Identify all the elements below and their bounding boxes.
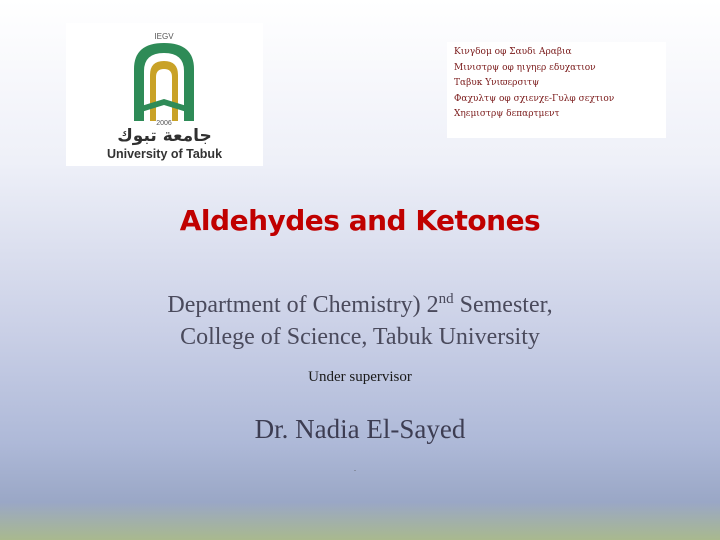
info-line-ministry: Μινιστρψ οφ ηιγηερ εδυχατιον bbox=[454, 62, 596, 73]
info-line-faculty: Φαχυλτψ οφ σχιενχε-Γυλφ σεχτιον bbox=[454, 93, 615, 104]
semester-ordinal-suffix: nd bbox=[438, 291, 454, 307]
logo-english-name: University of Tabuk bbox=[106, 147, 223, 161]
logo-emblem-text: IEGV bbox=[154, 32, 174, 41]
department-line-1 bbox=[0, 283, 720, 321]
slide-title: Aldehydes and Ketones bbox=[179, 204, 541, 237]
university-emblem-icon bbox=[128, 29, 200, 127]
info-line-kingdom: Κινγδομ οφ Σαυδι Αραβια bbox=[454, 47, 572, 57]
logo-year: 2006 bbox=[156, 120, 172, 127]
supervisor-name: Dr. Nadia El-Sayed bbox=[254, 414, 466, 444]
logo-arabic-name: جامعة تبوك bbox=[117, 126, 212, 146]
footer-mark: . bbox=[354, 464, 356, 473]
header-info-box bbox=[447, 42, 666, 138]
university-logo bbox=[66, 23, 263, 166]
department-info bbox=[0, 283, 720, 353]
supervisor-label: Under supervisor bbox=[308, 369, 412, 385]
department-line-2: College of Science, Tabuk University bbox=[180, 324, 540, 350]
info-line-department: Χηεμιστρψ δεπαρτμεντ bbox=[454, 109, 560, 119]
info-line-university: Ταβυκ Υνιϖερσιτψ bbox=[454, 78, 540, 88]
department-line-1-suffix: Semester, bbox=[453, 292, 553, 318]
department-line-1-prefix: Department of Chemistry) 2 bbox=[167, 292, 439, 318]
